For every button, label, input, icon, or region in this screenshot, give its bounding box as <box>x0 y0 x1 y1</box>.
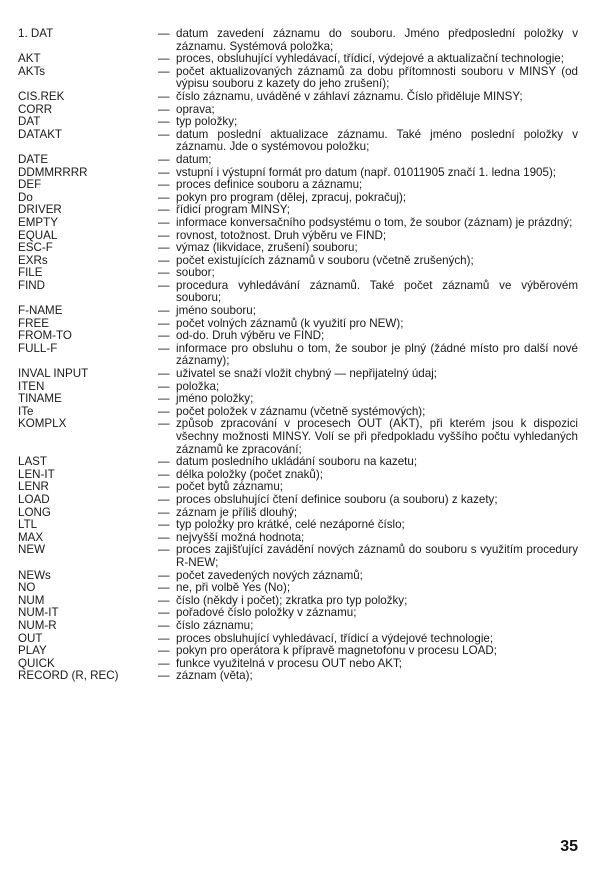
glossary-entry <box>18 368 578 381</box>
entry-definition: položka; <box>176 379 220 393</box>
entry-term: NUM-IT <box>18 607 59 620</box>
entry-term: PLAY <box>18 645 47 658</box>
entry-definition: počet volných záznamů (k využití pro NEW); <box>176 316 404 330</box>
entry-dash: — <box>158 190 170 204</box>
entry-dash: — <box>158 367 170 381</box>
glossary-entry <box>18 418 578 456</box>
glossary-entry <box>18 255 578 268</box>
entry-term: FROM-TO <box>18 330 72 343</box>
entry-term: QUICK <box>18 657 55 670</box>
entry-definition: číslo záznamu; <box>176 618 254 632</box>
entry-definition: proces, obsluhující vyhledávací, třídicí, výdejové a aktualizační technologie; <box>176 52 564 66</box>
entry-definition: datum zavedení záznamu do souboru. Jméno předposlední položky v záznamu. Systémová položka; <box>176 27 578 53</box>
entry-term: ITe <box>18 405 34 418</box>
glossary-entry <box>18 381 578 394</box>
entry-term: LOAD <box>18 493 50 506</box>
entry-dash: — <box>158 656 170 670</box>
entry-term: Do <box>18 191 33 204</box>
glossary-entry <box>18 91 578 104</box>
entry-term: NEW <box>18 544 46 557</box>
entry-dash: — <box>158 568 170 582</box>
entry-term: AKT <box>18 53 41 66</box>
entry-dash: — <box>158 631 170 645</box>
entry-term: CORR <box>18 103 53 116</box>
glossary-entry <box>18 280 578 305</box>
entry-definition: proces obsluhující vyhledávací, třídicí a výdejové technologie; <box>176 631 494 645</box>
entry-term: DDMMRRRR <box>18 166 88 179</box>
entry-definition: počet zavedených nových záznamů; <box>176 568 363 582</box>
entry-definition: typ položky pro krátké, celé nezáporné číslo; <box>176 518 405 532</box>
glossary-entry <box>18 154 578 167</box>
entry-definition: datum; <box>176 152 212 166</box>
glossary-entry <box>18 116 578 129</box>
entry-definition: délka položky (počet znaků); <box>176 467 323 481</box>
entry-dash: — <box>158 644 170 658</box>
entry-dash: — <box>158 341 170 355</box>
entry-definition: informace konversačního podsystému o tom, že soubor (záznam) je prázdný; <box>176 215 573 229</box>
entry-term: F-NAME <box>18 305 63 318</box>
page-number: 35 <box>560 838 578 855</box>
entry-definition: pokyn pro program (dělej, zpracuj, pokračuj); <box>176 190 407 204</box>
entry-definition: počet existujících záznamů v souboru (včetně zrušených); <box>176 253 474 267</box>
entry-dash: — <box>158 618 170 632</box>
entry-definition: pořadové číslo položky v záznamu; <box>176 606 357 620</box>
glossary-entry <box>18 179 578 192</box>
entry-dash: — <box>158 215 170 229</box>
entry-definition: číslo (někdy i počet); zkratka pro typ položky; <box>176 593 408 607</box>
entry-definition: záznam je příliš dlouhý; <box>176 505 298 519</box>
entry-term: LENR <box>18 481 49 494</box>
entry-dash: — <box>158 203 170 217</box>
entry-dash: — <box>158 64 170 78</box>
entry-term: DEF <box>18 179 42 192</box>
entry-term: FILE <box>18 267 43 280</box>
glossary-entry <box>18 192 578 205</box>
entry-term: DAT <box>18 116 41 129</box>
entry-definition: číslo záznamu, uváděné v záhlaví záznamu. Číslo přiděluje MINSY; <box>176 89 523 103</box>
entry-dash: — <box>158 379 170 393</box>
entry-term: FREE <box>18 317 49 330</box>
entry-term: EQUAL <box>18 229 58 242</box>
entry-dash: — <box>158 480 170 494</box>
entry-term: NUM <box>18 594 45 607</box>
entry-term: 1. DAT <box>18 28 54 40</box>
entry-term: CIS.REK <box>18 90 65 103</box>
entry-term: LEN-IT <box>18 468 55 481</box>
entry-definition: uživatel se snaží vložit chybný — nepřijatelný údaj; <box>176 367 437 381</box>
entry-definition: počet aktualizovaných záznamů za dobu přítomnosti souboru v MINSY (od výpisu souboru z kazety do jeho zrušení); <box>176 64 578 91</box>
glossary-entry <box>18 645 578 658</box>
entry-definition: proces obsluhující čtení definice souboru (a souboru) z kazety; <box>176 492 498 506</box>
entry-term: EMPTY <box>18 216 58 229</box>
entry-dash: — <box>158 530 170 544</box>
glossary-entry <box>18 544 578 569</box>
entry-dash: — <box>158 304 170 318</box>
glossary-entry <box>18 28 578 53</box>
entry-definition: ne, při volbě Yes (No); <box>176 581 291 595</box>
entry-dash: — <box>158 543 170 557</box>
glossary-entry <box>18 305 578 318</box>
entry-term: EXRs <box>18 254 48 267</box>
entry-dash: — <box>158 266 170 280</box>
glossary-entry <box>18 469 578 482</box>
entry-dash: — <box>158 417 170 431</box>
entry-dash: — <box>158 27 170 40</box>
entry-definition: proces definice souboru a záznamu; <box>176 178 363 192</box>
entry-definition: soubor; <box>176 266 215 280</box>
glossary-entry <box>18 217 578 230</box>
entry-term: AKTs <box>18 65 46 78</box>
entry-definition: řídicí program MINSY; <box>176 203 290 217</box>
entry-definition: procedura vyhledávání záznamů. Také počet záznamů ve výběrovém souboru; <box>176 278 578 305</box>
entry-dash: — <box>158 253 170 267</box>
entry-definition: datum posledního ukládání souboru na kazetu; <box>176 455 418 469</box>
entry-dash: — <box>158 581 170 595</box>
entry-definition: informace pro obsluhu o tom, že soubor je plný (žádné místo pro další nové záznamy); <box>176 341 578 368</box>
glossary-entry <box>18 456 578 469</box>
glossary-entry <box>18 620 578 633</box>
entry-term: DATAKT <box>18 128 63 141</box>
glossary-entry <box>18 104 578 117</box>
entry-term: NEWs <box>18 569 51 582</box>
entry-dash: — <box>158 455 170 469</box>
glossary-entry <box>18 519 578 532</box>
glossary-entry <box>18 658 578 671</box>
entry-definition: oprava; <box>176 102 215 116</box>
entry-dash: — <box>158 165 170 179</box>
entry-term: FULL-F <box>18 342 58 355</box>
glossary-entry <box>18 570 578 583</box>
entry-dash: — <box>158 329 170 343</box>
entry-term: FIND <box>18 279 46 292</box>
entry-definition: jméno souboru; <box>176 304 256 318</box>
entry-dash: — <box>158 241 170 255</box>
entry-definition: počet bytů záznamu; <box>176 480 283 494</box>
entry-dash: — <box>158 115 170 129</box>
entry-definition: pokyn pro operátora k přípravě magnetofonu v procesu LOAD; <box>176 644 497 658</box>
entry-term: NUM-R <box>18 619 57 632</box>
glossary-entry <box>18 53 578 66</box>
entry-dash: — <box>158 152 170 166</box>
entry-definition: rovnost, totožnost. Druh výběru ve FIND; <box>176 228 387 242</box>
entry-term: MAX <box>18 531 44 544</box>
entry-dash: — <box>158 404 170 418</box>
glossary-entry <box>18 494 578 507</box>
entry-dash: — <box>158 518 170 532</box>
entry-dash: — <box>158 89 170 103</box>
entry-definition: proces zajišťující zavádění nových záznamů do souboru s využitím procedury R-NEW; <box>176 543 578 569</box>
entry-dash: — <box>158 278 170 292</box>
entry-term: INVAL INPUT <box>18 368 89 381</box>
entry-term: LTL <box>18 519 38 532</box>
entry-term: ESC-F <box>18 242 53 255</box>
entry-dash: — <box>158 467 170 481</box>
entry-dash: — <box>158 593 170 607</box>
entry-term: NO <box>18 582 36 595</box>
entry-definition: záznam (věta); <box>176 669 253 683</box>
entry-definition: od-do. Druh výběru ve FIND; <box>176 329 325 343</box>
entry-dash: — <box>158 492 170 506</box>
entry-definition: způsob zpracování v procesech OUT (AKT), při kterém jsou k dispozici všechny možnosti MINSY. Volí se při předpokladu vyššího počtu vyhledaných záznamů ke zpracování; <box>176 417 578 456</box>
glossary <box>18 28 578 683</box>
entry-dash: — <box>158 505 170 519</box>
entry-term: DRIVER <box>18 204 62 217</box>
entry-definition: funkce využitelná v procesu OUT nebo AKT; <box>176 656 402 670</box>
entry-dash: — <box>158 669 170 683</box>
glossary-entry <box>18 242 578 255</box>
entry-term: LONG <box>18 506 51 519</box>
entry-term: TINAME <box>18 393 62 406</box>
entry-definition: výmaz (likvidace, zrušení) souboru; <box>176 241 358 255</box>
glossary-entry <box>18 670 578 683</box>
glossary-entry <box>18 607 578 620</box>
entry-dash: — <box>158 606 170 620</box>
glossary-entry <box>18 393 578 406</box>
glossary-entry <box>18 582 578 595</box>
entry-term: KOMPLX <box>18 418 67 431</box>
glossary-entry <box>18 267 578 280</box>
glossary-entry <box>18 330 578 343</box>
entry-term: LAST <box>18 456 47 469</box>
entry-definition: nejvyšší možná hodnota; <box>176 530 305 544</box>
entry-dash: — <box>158 102 170 116</box>
entry-term: RECORD (R, REC) <box>18 670 119 683</box>
entry-definition: typ položky; <box>176 115 238 129</box>
entry-dash: — <box>158 178 170 192</box>
entry-dash: — <box>158 127 170 141</box>
entry-definition: vstupní i výstupní formát pro datum (např. 01011905 značí 1. ledna 1905); <box>176 165 557 179</box>
entry-dash: — <box>158 392 170 406</box>
glossary-entry <box>18 66 578 91</box>
entry-term: ITEN <box>18 380 45 393</box>
entry-definition: jméno položky; <box>176 392 254 406</box>
glossary-entry <box>18 129 578 154</box>
entry-dash: — <box>158 52 170 66</box>
entry-dash: — <box>158 228 170 242</box>
entry-term: OUT <box>18 632 43 645</box>
entry-definition: datum poslední aktualizace záznamu. Také jméno poslední položky v záznamu. Jde o systémovou položku; <box>176 127 578 154</box>
entry-dash: — <box>158 316 170 330</box>
entry-definition: počet položek v záznamu (včetně systémových); <box>176 404 426 418</box>
entry-term: DATE <box>18 153 49 166</box>
glossary-entry <box>18 343 578 368</box>
